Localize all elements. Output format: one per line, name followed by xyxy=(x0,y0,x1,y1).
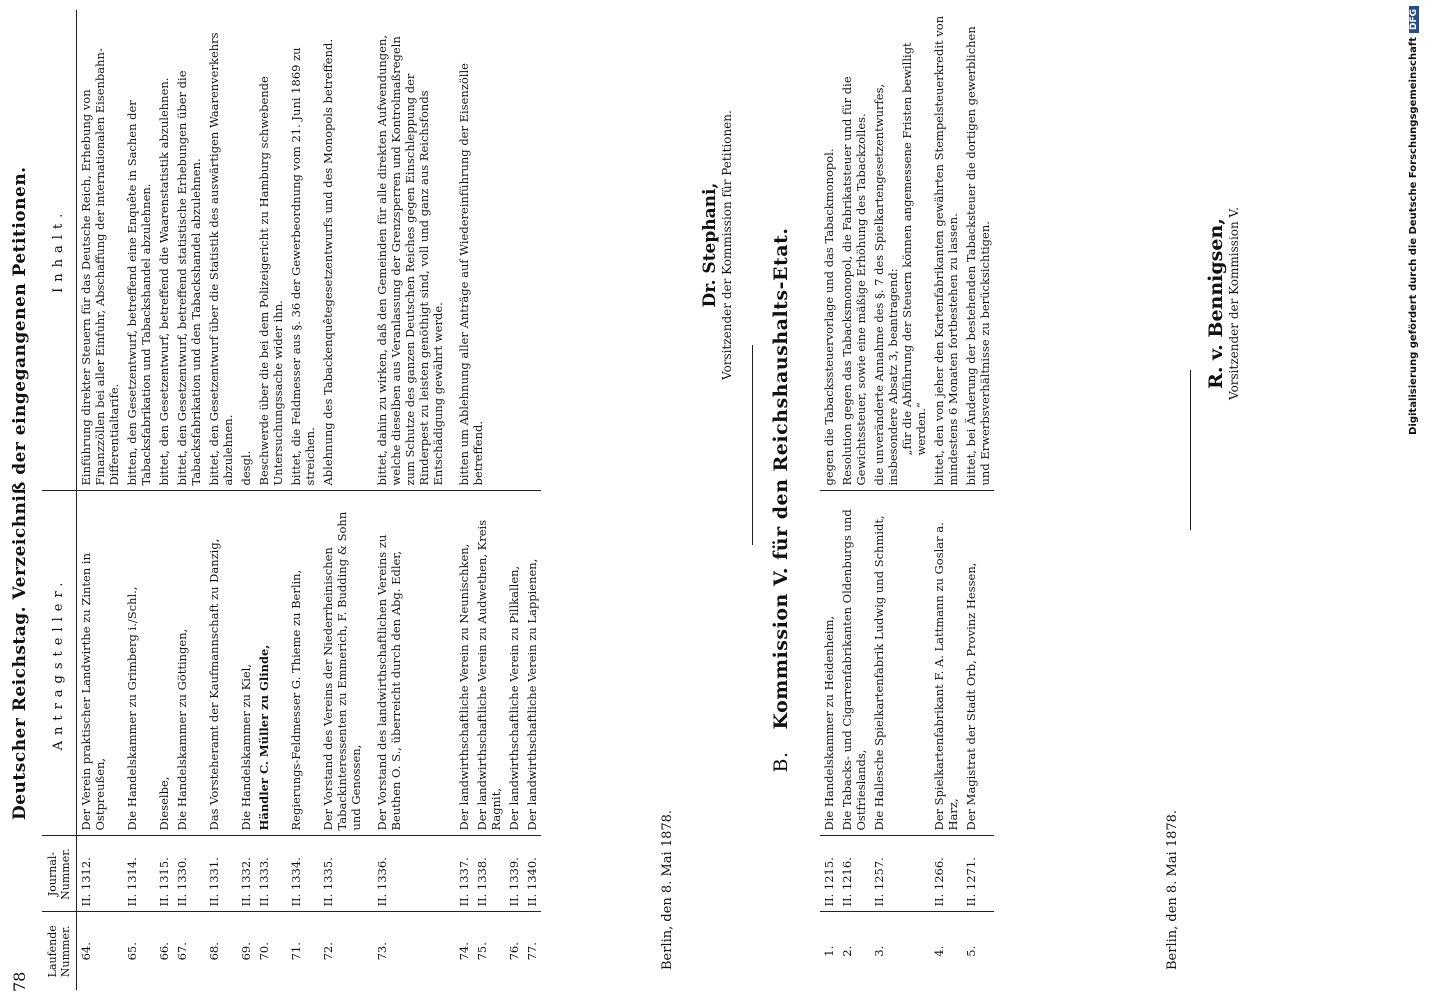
row-inhalt: bittet, den Gesetzentwurf, betreffend statistische Erhebungen über die Tabacksfabrikation und den Tabackshandel abzulehnen. xyxy=(173,10,205,491)
row-antragsteller: Dieselbe, xyxy=(155,491,173,836)
row-antragsteller: Die Tabacks- und Cigarrenfabrikanten Oldenburgs und Ostfrieslands, xyxy=(838,491,870,836)
row-antragsteller: Der Vorstand des Vereins der Niederrheinischen Tabackinteressenten zu Emmerich, F. Budding & Sohn und Genossen, xyxy=(319,491,365,836)
row-journal: II. 1215. xyxy=(820,836,838,912)
petitions-table-section xyxy=(42,10,541,990)
row-nr: 68. xyxy=(207,942,221,961)
row-antragsteller: Die Handelskammer zu Kiel, xyxy=(237,491,255,836)
row-antragsteller: Der Vorstand des landwirthschaftlichen Vereins zu Beuthen O. S., überreicht durch den Abg. Edler, xyxy=(365,491,447,836)
signature-title: Vorsitzender der Kommission V. xyxy=(1227,207,1241,400)
row-journal: II. 1331. xyxy=(205,836,237,912)
row-nr: 67. xyxy=(175,942,189,961)
row-journal: II. 1312. xyxy=(77,836,124,912)
row-nr: 66. xyxy=(157,942,171,961)
signature-block-b xyxy=(1205,207,1241,400)
table-row xyxy=(930,10,962,990)
row-inhalt: Resolution gegen das Tabacksmonopol, die Fabrikatsteuer und für die Gewichtssteuer, sowie eine mäßige Erhöhung des Tabackzolles. xyxy=(838,10,870,491)
row-inhalt-cell xyxy=(870,10,930,491)
row-journal: II. 1257. xyxy=(870,836,930,912)
row-inhalt: bittet, bei Änderung der bestehenden Tabacksteuer die dortigen gewerblichen und Erwerbsverhältnisse zu berücksichtigen. xyxy=(962,10,994,491)
commission-table xyxy=(820,10,994,990)
row-journal: II. 1340. xyxy=(523,836,541,912)
section-title: Kommission V. für den Reichshaushalts-Etat. xyxy=(770,227,792,730)
dateline-a: Berlin, den 8. Mai 1878. xyxy=(660,809,675,970)
row-journal: II. 1334. xyxy=(287,836,319,912)
row-nr: 70. xyxy=(257,942,271,961)
row-nr: 72. xyxy=(321,942,335,961)
table-row xyxy=(123,10,155,990)
row-nr: 64. xyxy=(79,942,93,961)
row-journal: II. 1333. xyxy=(255,836,287,912)
header-lfd-nr: Laufende Nummer. xyxy=(42,912,77,990)
table-row xyxy=(255,10,287,990)
table-row xyxy=(447,10,473,990)
row-nr: 71. xyxy=(289,942,303,961)
signature-name: R. v. Bennigsen, xyxy=(1205,218,1227,389)
header-antragsteller: Antragsteller. xyxy=(42,491,77,836)
row-nr: 5. xyxy=(964,945,978,957)
row-inhalt: Ablehnung des Tabackenquêtegesetzentwurfs und des Monopols betreffend. xyxy=(319,10,365,491)
running-head: Deutscher Reichstag. Verzeichniß der eingegangenen Petitionen. xyxy=(10,166,30,820)
row-quote: „für die Abführung der Steuern können angemessene Fristen bewilligt werden.“ xyxy=(900,42,928,456)
petitions-table xyxy=(42,10,541,990)
row-journal: II. 1336. xyxy=(365,836,447,912)
row-nr: 76. xyxy=(507,942,521,961)
row-journal: II. 1337. xyxy=(447,836,473,912)
row-nr: 65. xyxy=(125,942,139,961)
row-inhalt: bittet, die Feldmesser aus §. 36 der Gewerbeordnung vom 21. Juni 1869 zu streichen. xyxy=(287,10,319,491)
row-journal: II. 1332. xyxy=(237,836,255,912)
digitization-text: Digitalisierung gefördert durch die Deutsche Forschungsgemeinschaft xyxy=(1408,37,1419,435)
table-row xyxy=(319,10,365,990)
row-antragsteller: Der landwirthschaftliche Verein zu Neunischken, xyxy=(447,491,473,836)
row-journal: II. 1330. xyxy=(173,836,205,912)
row-antragsteller: Der Magistrat der Stadt Orb, Provinz Hessen, xyxy=(962,491,994,836)
row-nr: 77. xyxy=(525,942,539,961)
row-inhalt: desgl. xyxy=(237,10,255,491)
commission-table-section xyxy=(820,10,994,990)
signature-name: Dr. Stephani, xyxy=(700,182,720,308)
row-inhalt: die unveränderte Annahme des §. 7 des Spielkartengesetzentwurfes, insbesondere Absatz 3, beantragend: xyxy=(872,83,900,486)
table-row xyxy=(820,10,838,990)
header-journal-nr: Journal-Nummer. xyxy=(42,836,77,912)
row-nr: 69. xyxy=(239,942,253,961)
table-row xyxy=(838,10,870,990)
digitization-note xyxy=(1408,0,1419,1000)
row-nr: 73. xyxy=(375,942,389,961)
row-antragsteller: Der Verein praktischer Landwirthe zu Zinten in Ostpreußen, xyxy=(77,491,124,836)
table-row xyxy=(205,10,237,990)
signature-title: Vorsitzender der Kommission für Petitionen. xyxy=(720,110,734,380)
page-number: 78 xyxy=(10,971,29,992)
row-inhalt: Einführung direkter Steuern für das Deutsche Reich, Erhebung von Finanzzöllen bei aller Einfuhr, Abschaffung der internationalen Eisenbahn-Differentialtarife. xyxy=(77,10,124,491)
row-antragsteller: Der Spielkartenfabrikant F. A. Lattmann zu Goslar a. Harz, xyxy=(930,491,962,836)
row-nr: 3. xyxy=(872,945,886,957)
divider xyxy=(1190,370,1191,530)
row-inhalt: bittet, den von jeher den Kartenfabrikanten gewährten Stempelsteuerkredit von mindestens 6 Monaten fortbestehen zu lassen. xyxy=(930,10,962,491)
row-journal: II. 1315. xyxy=(155,836,173,912)
row-inhalt-grouped: bitten um Ablehnung aller Anträge auf Wiedereinführung der Eisenzölle betreffend. xyxy=(447,10,541,491)
section-b-heading xyxy=(770,0,792,1000)
row-journal: II. 1271. xyxy=(962,836,994,912)
table-row xyxy=(365,10,447,990)
table-row xyxy=(155,10,173,990)
section-letter: B. xyxy=(770,751,792,773)
row-inhalt: bittet, dahin zu wirken, daß den Gemeinden für alle direkten Aufwendungen, welche dieselben aus Veranlassung der Grenzsperren und Kontrolmaßregeln zum Schutze des ganzen Deutschen Reiches gegen Einschleppung der Rinderpest zu leisten genöthigt sind, voll und ganz aus Reichsfonds Entschädigung gewährt werde. xyxy=(365,10,447,491)
row-antragsteller: Die Handelskammer zu Göttingen, xyxy=(173,491,205,836)
row-antragsteller: Der landwirthschaftliche Verein zu Audwethen, Kreis Ragnit, xyxy=(473,491,505,836)
row-inhalt: Beschwerde über die bei dem Polizeigericht zu Hamburg schwebende Untersuchungssache wider ihn. xyxy=(255,10,287,491)
row-nr: 1. xyxy=(822,945,836,957)
row-journal: II. 1266. xyxy=(930,836,962,912)
row-inhalt: bittet, den Gesetzentwurf, betreffend die Waarenstatistik abzulehnen. xyxy=(155,10,173,491)
divider xyxy=(752,345,753,545)
row-antragsteller: Händler C. Müller zu Glinde, xyxy=(255,491,287,836)
row-antragsteller: Die Hallesche Spielkartenfabrik Ludwig und Schmidt, xyxy=(870,491,930,836)
row-nr: 74. xyxy=(457,942,471,961)
row-antragsteller: Der landwirthschaftliche Verein zu Lappienen, xyxy=(523,491,541,836)
header-inhalt: Inhalt. xyxy=(42,10,77,491)
row-antragsteller: Regierungs-Feldmesser G. Thieme zu Berlin, xyxy=(287,491,319,836)
row-antragsteller: Das Vorsteheramt der Kaufmannschaft zu Danzig, xyxy=(205,491,237,836)
row-nr: 4. xyxy=(932,945,946,957)
row-nr: 75. xyxy=(475,942,489,961)
row-inhalt: bitten, den Gesetzentwurf, betreffend eine Enquête in Sachen der Tabacksfabrikation und Tabackshandel abzulehnen. xyxy=(123,10,155,491)
row-inhalt: bittet, den Gesetzentwurf über die Statistik des auswärtigen Waarenverkehrs abzulehnen. xyxy=(205,10,237,491)
row-journal: II. 1335. xyxy=(319,836,365,912)
table-row xyxy=(962,10,994,990)
dateline-b: Berlin, den 8. Mai 1878. xyxy=(1165,809,1180,970)
table-row xyxy=(173,10,205,990)
row-antragsteller: Die Handelskammer zu Heidenheim, xyxy=(820,491,838,836)
row-journal: II. 1339. xyxy=(505,836,523,912)
row-antragsteller: Die Handelskammer zu Grimberg i./Schl., xyxy=(123,491,155,836)
row-journal: II. 1216. xyxy=(838,836,870,912)
row-antragsteller: Der landwirthschaftliche Verein zu Pillkallen, xyxy=(505,491,523,836)
dfg-logo: DFG xyxy=(1409,6,1419,33)
table-row xyxy=(870,10,930,990)
row-journal: II. 1314. xyxy=(123,836,155,912)
table-row xyxy=(287,10,319,990)
table-row xyxy=(77,10,124,990)
row-nr: 2. xyxy=(840,945,854,957)
signature-block-a xyxy=(700,110,734,380)
table-row xyxy=(237,10,255,990)
row-journal: II. 1338. xyxy=(473,836,505,912)
row-inhalt: gegen die Tabackssteuervorlage und das Tabackmonopol. xyxy=(820,10,838,491)
